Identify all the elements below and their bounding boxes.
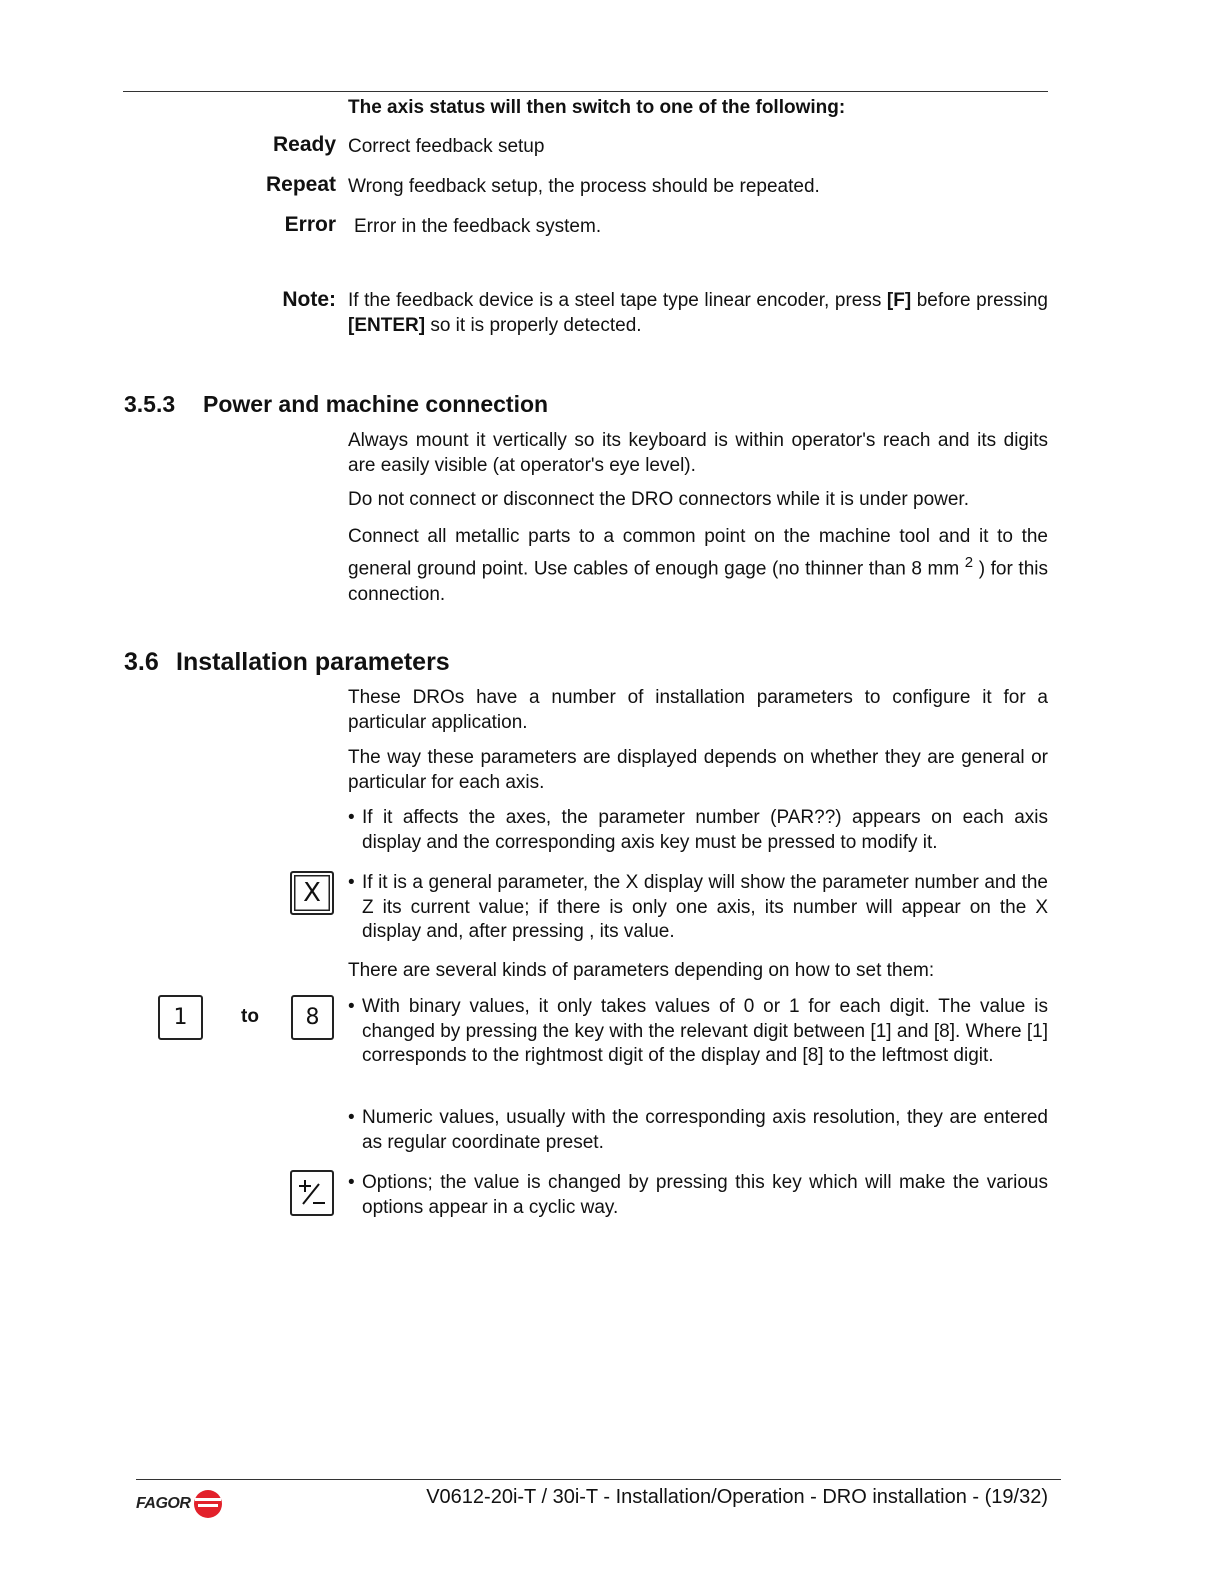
bullet-item: • If it affects the axes, the parameter number (PAR??) appears on each axis display and the corresponding axis key must be pressed to modify it.	[348, 807, 1048, 853]
paragraph: Always mount it vertically so its keyboard is within operator's reach and its digits are easily visible (at operator's eye level).	[348, 430, 1048, 476]
section-title: Installation parameters	[176, 648, 450, 676]
key-1-icon: 1	[158, 995, 203, 1040]
paragraph: The way these parameters are displayed depends on whether they are general or particular for each axis.	[348, 747, 1048, 793]
section-heading-353	[124, 391, 548, 418]
section-heading-36	[124, 648, 450, 677]
range-to-label: to	[241, 1006, 259, 1027]
bullet-item: • Numeric values, usually with the corresponding axis resolution, they are entered as regular coordinate preset.	[348, 1107, 1048, 1153]
paragraph: There are several kinds of parameters depending on how to set them:	[348, 960, 935, 981]
status-text-repeat: Wrong feedback setup, the process should be repeated.	[348, 176, 820, 197]
bullet-item: • With binary values, it only takes values of 0 or 1 for each digit. The value is changed by pressing the key with the relevant digit between [1] and [8]. Where [1] corresponds to the rightmost digit of the display and [8] to the leftmost digit.	[348, 996, 1048, 1066]
note-text: If the feedback device is a steel tape type linear encoder, press [F] before pressing [ENTER] so it is properly detected.	[348, 290, 1048, 336]
f-key-ref: [F]	[886, 290, 912, 311]
status-label-ready: Ready	[272, 133, 336, 156]
bullet-item: • If it is a general parameter, the X display will show the parameter number and the Z its current value; if there is only one axis, its number will appear on the X display and, after pressing , its value.	[348, 872, 1048, 942]
status-text-ready: Correct feedback setup	[348, 136, 545, 157]
footer-rule	[136, 1479, 1061, 1480]
bullet-item: • Options; the value is changed by pressing this key which will make the various options appear in a cyclic way.	[348, 1172, 1048, 1218]
status-label-repeat: Repeat	[265, 173, 336, 196]
paragraph: Connect all metallic parts to a common point on the machine tool and it to the general ground point. Use cables of enough gage (no thinner than 8 mm $^2$ ) for this connection.	[348, 526, 1048, 606]
section-number: 3.5.3	[124, 391, 176, 417]
enter-key-ref: [ENTER]	[348, 314, 426, 336]
top-rule	[123, 91, 1048, 92]
note-label: Note:	[282, 288, 336, 311]
section-title: Power and machine connection	[203, 391, 549, 417]
status-intro: The axis status will then switch to one of the following:	[348, 97, 846, 118]
footer-text: V0612-20i-T / 30i-T - Installation/Operation - DRO installation - (19/32)	[426, 1486, 1048, 1508]
superscript: 2	[964, 554, 974, 571]
paragraph: These DROs have a number of installation parameters to configure it for a particular application.	[348, 687, 1048, 733]
section-number: 3.6	[124, 648, 159, 676]
fagor-logo-icon	[192, 1489, 224, 1519]
status-label-error: Error	[284, 213, 336, 236]
plus-minus-key-icon	[290, 1170, 334, 1216]
status-text-error: Error in the feedback system.	[354, 216, 602, 237]
paragraph: Do not connect or disconnect the DRO connectors while it is under power.	[348, 489, 969, 510]
x-key-icon: X	[290, 871, 334, 915]
fagor-logo: FAGOR	[136, 1489, 224, 1519]
key-8-icon: 8	[291, 995, 334, 1040]
